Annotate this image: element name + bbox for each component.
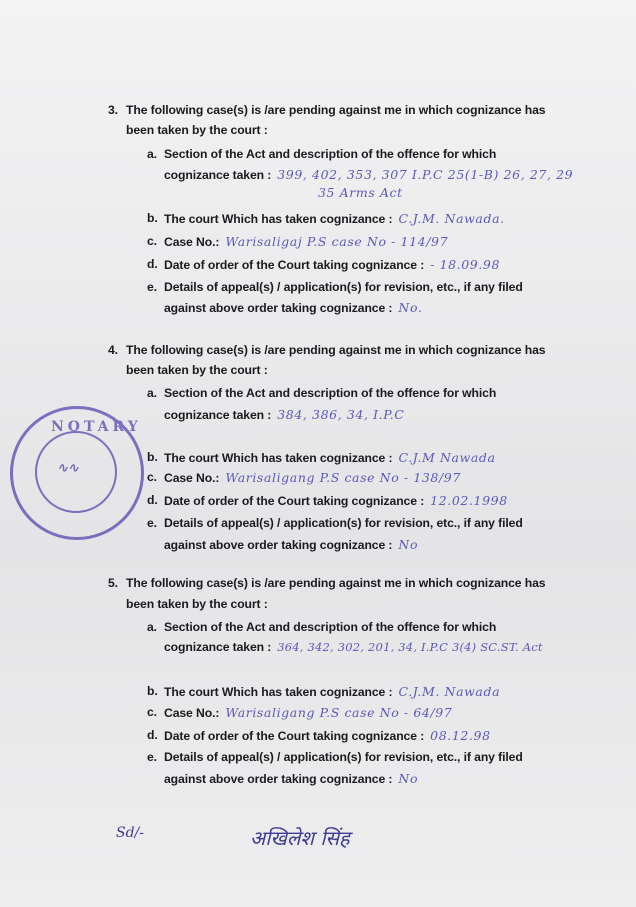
handwritten-sections-cont: 35 Arms Act bbox=[318, 185, 403, 200]
court-line: The court Which has taken cognizance : C.J.M Nawada bbox=[164, 450, 496, 465]
sub-label-c: c. bbox=[147, 234, 157, 248]
court-line: The court Which has taken cognizance : C.J.M. Nawada bbox=[164, 684, 501, 699]
court-line: The court Which has taken cognizance : C.J.M. Nawada. bbox=[164, 211, 505, 226]
handwritten-case-no: Warisaligaj P.S case No - 114/97 bbox=[225, 234, 449, 249]
item-number: 4. bbox=[108, 343, 118, 357]
handwritten-date: - 18.09.98 bbox=[430, 257, 501, 272]
appeal-line1: Details of appeal(s) / application(s) for revision, etc., if any filed bbox=[164, 750, 523, 764]
date-line: Date of order of the Court taking cognizance : - 18.09.98 bbox=[164, 257, 501, 272]
handwritten-case-no: Warisaligang P.S case No - 64/97 bbox=[225, 705, 453, 720]
item-number: 5. bbox=[108, 576, 118, 590]
section-question-line2: cognizance taken : 384, 386, 34, I.P.C bbox=[164, 407, 405, 422]
item-number: 3. bbox=[108, 103, 118, 117]
handwritten-court: C.J.M Nawada bbox=[398, 450, 496, 465]
item-heading-line2: been taken by the court : bbox=[126, 597, 268, 611]
sub-label-b: b. bbox=[147, 211, 158, 225]
appeal-line2: against above order taking cognizance : No bbox=[164, 771, 419, 786]
appeal-line2: against above order taking cognizance : No bbox=[164, 537, 419, 552]
section-question-line1: Section of the Act and description of the offence for which bbox=[164, 147, 497, 161]
sub-label-a: a. bbox=[147, 386, 157, 400]
sub-label-d: d. bbox=[147, 257, 158, 271]
section-question-line2: cognizance taken : 399, 402, 353, 307 I.P.C 25(1-B) 26, 27, 29 bbox=[164, 167, 574, 182]
left-initials: Sd/- bbox=[116, 825, 144, 841]
handwritten-court: C.J.M. Nawada bbox=[398, 684, 501, 699]
item-heading-line1: The following case(s) is /are pending against me in which cognizance has bbox=[126, 103, 546, 117]
case-item-3 bbox=[108, 103, 618, 323]
handwritten-sections: 399, 402, 353, 307 I.P.C 25(1-B) 26, 27, 29 bbox=[277, 167, 574, 182]
sub-label-e: e. bbox=[147, 280, 157, 294]
notary-stamp bbox=[10, 406, 144, 540]
handwritten-date: 08.12.98 bbox=[430, 728, 491, 743]
item-heading-line1: The following case(s) is /are pending against me in which cognizance has bbox=[126, 343, 546, 357]
sub-label-b: b. bbox=[147, 684, 158, 698]
sub-label-e: e. bbox=[147, 750, 157, 764]
item-heading-line2: been taken by the court : bbox=[126, 123, 268, 137]
stamp-scrawl-icon: ∿∿ bbox=[57, 461, 79, 476]
sub-label-d: d. bbox=[147, 493, 158, 507]
item-heading-line2: been taken by the court : bbox=[126, 363, 268, 377]
case-item-4 bbox=[108, 343, 618, 553]
case-no-line: Case No.: Warisaligang P.S case No - 64/97 bbox=[164, 705, 453, 720]
case-item-5 bbox=[108, 576, 628, 786]
appeal-line1: Details of appeal(s) / application(s) for revision, etc., if any filed bbox=[164, 516, 523, 530]
sub-label-a: a. bbox=[147, 147, 157, 161]
date-line: Date of order of the Court taking cognizance : 12.02.1998 bbox=[164, 493, 508, 508]
section-question-line1: Section of the Act and description of the offence for which bbox=[164, 620, 497, 634]
handwritten-appeal: No. bbox=[398, 300, 423, 315]
appeal-line1: Details of appeal(s) / application(s) for revision, etc., if any filed bbox=[164, 280, 523, 294]
sub-label-b: b. bbox=[147, 450, 158, 464]
sub-label-d: d. bbox=[147, 728, 158, 742]
signature: अखिलेश सिंह bbox=[250, 826, 350, 850]
case-no-line: Case No.: Warisaligaj P.S case No - 114/97 bbox=[164, 234, 449, 249]
sub-label-c: c. bbox=[147, 470, 157, 484]
section-question-line2: cognizance taken : 364, 342, 302, 201, 34, I.P.C 3(4) SC.ST. Act bbox=[164, 640, 543, 654]
item-heading-line1: The following case(s) is /are pending against me in which cognizance has bbox=[126, 576, 546, 590]
case-no-line: Case No.: Warisaligang P.S case No - 138/97 bbox=[164, 470, 461, 485]
sub-label-a: a. bbox=[147, 620, 157, 634]
handwritten-case-no: Warisaligang P.S case No - 138/97 bbox=[225, 470, 461, 485]
appeal-line2: against above order taking cognizance : No. bbox=[164, 300, 423, 315]
section-question-line1: Section of the Act and description of the offence for which bbox=[164, 386, 497, 400]
stamp-text: NOTARY bbox=[51, 419, 142, 435]
sub-label-e: e. bbox=[147, 516, 157, 530]
handwritten-sections: 364, 342, 302, 201, 34, I.P.C 3(4) SC.ST. Act bbox=[277, 640, 543, 654]
date-line: Date of order of the Court taking cognizance : 08.12.98 bbox=[164, 728, 491, 743]
handwritten-court: C.J.M. Nawada. bbox=[398, 211, 505, 226]
handwritten-appeal: No bbox=[398, 771, 419, 786]
handwritten-sections: 384, 386, 34, I.P.C bbox=[277, 407, 405, 422]
sub-label-c: c. bbox=[147, 705, 157, 719]
handwritten-appeal: No bbox=[398, 537, 419, 552]
handwritten-date: 12.02.1998 bbox=[430, 493, 508, 508]
